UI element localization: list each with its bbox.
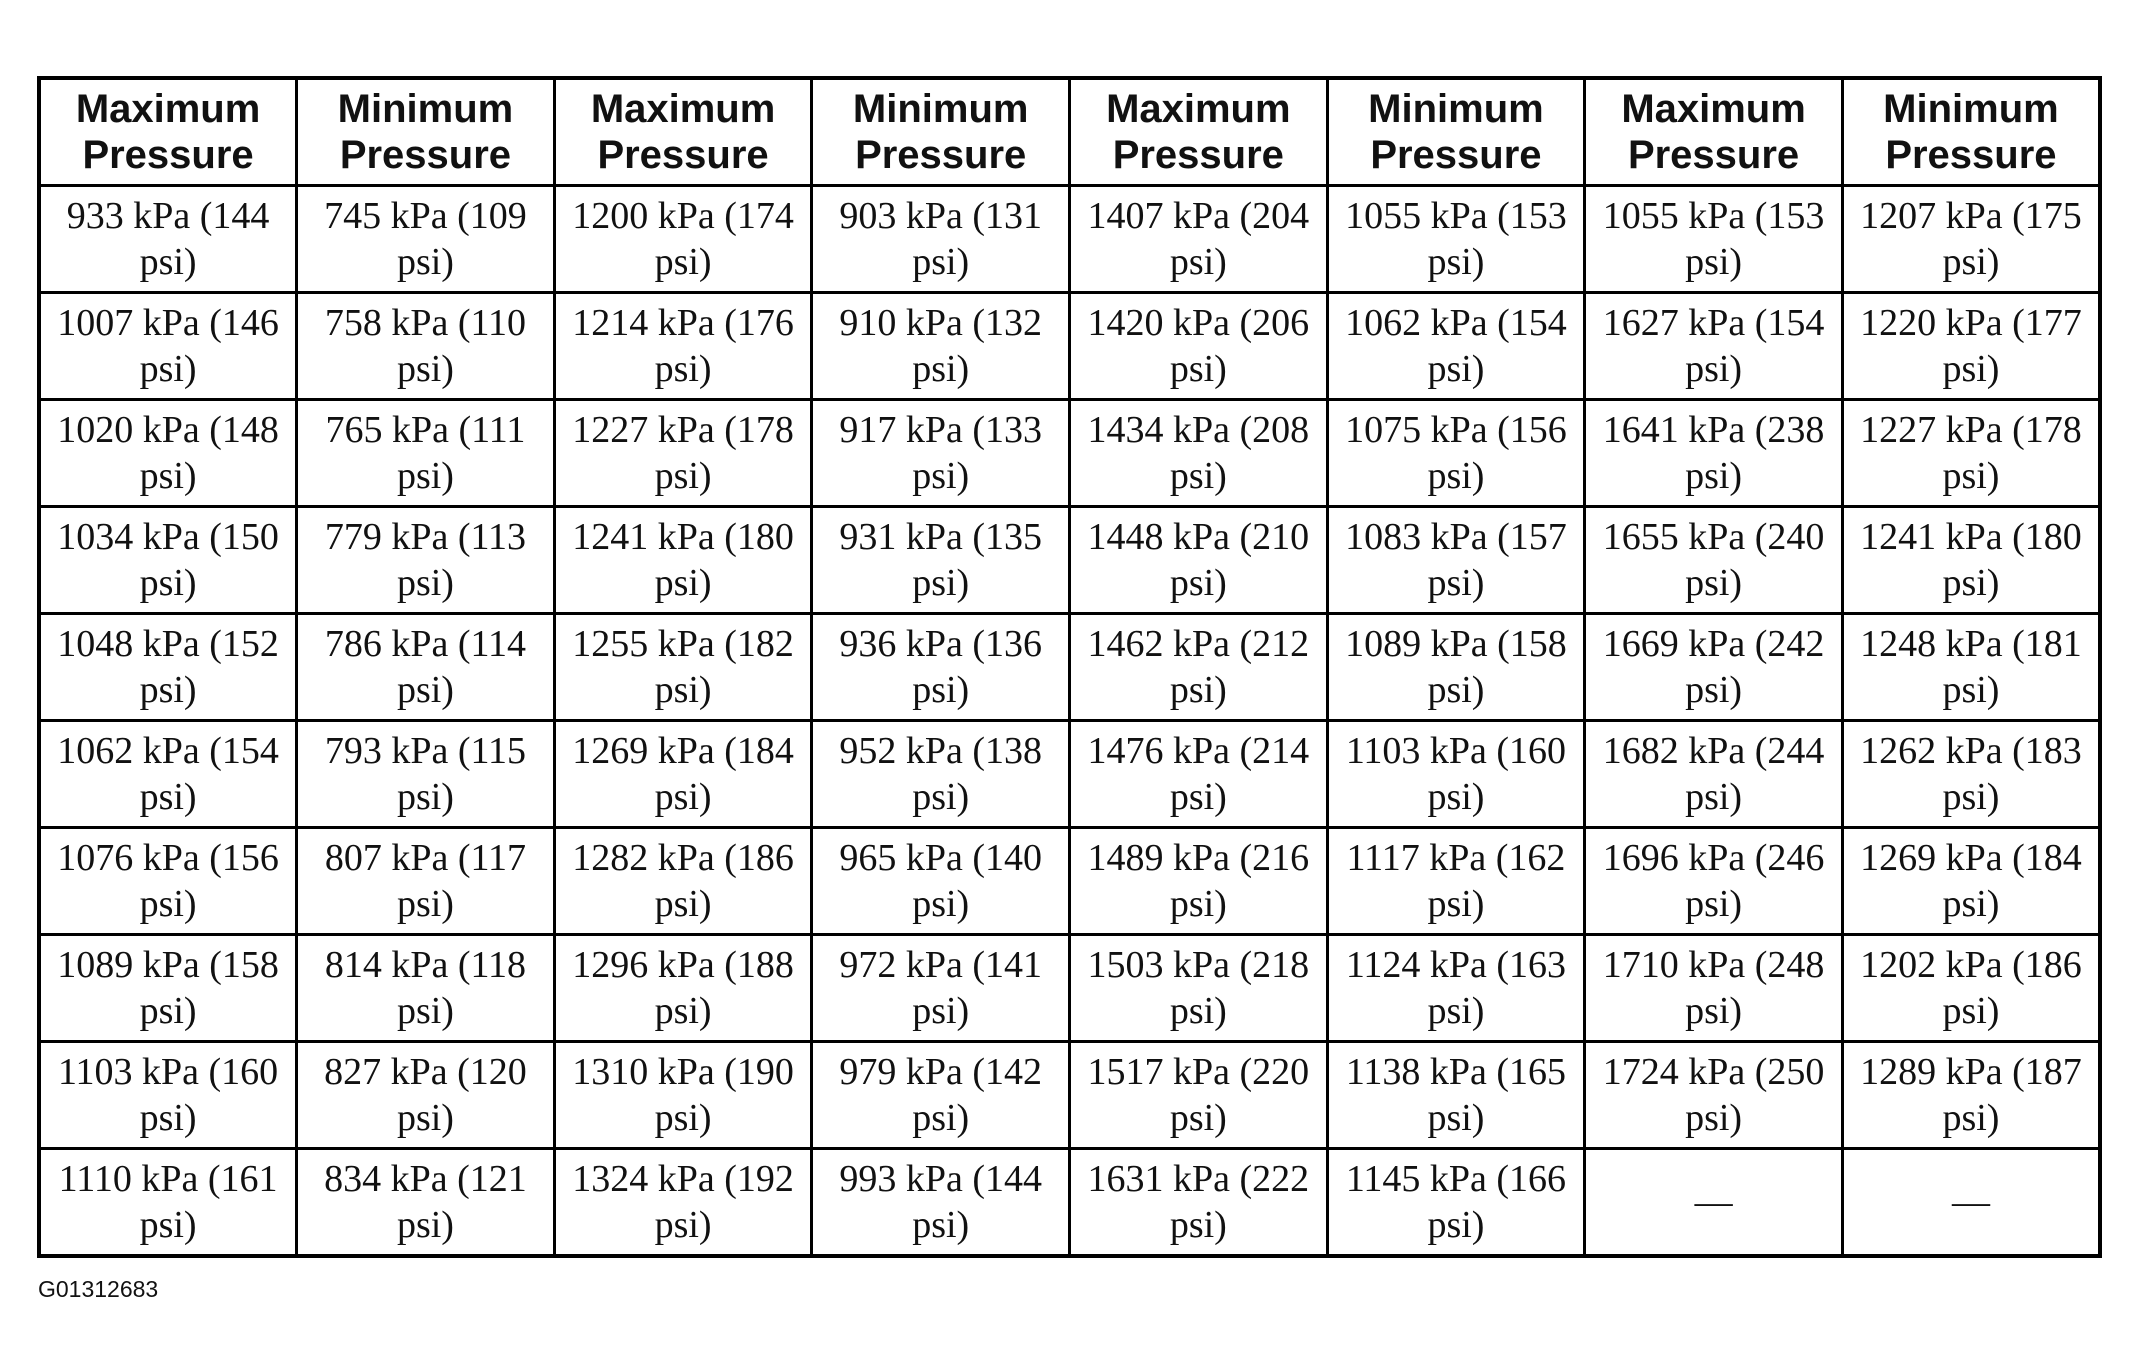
table-cell: 814 kPa (118 psi) bbox=[297, 935, 555, 1042]
table-cell: 1062 kPa (154 psi) bbox=[39, 721, 297, 828]
table-row bbox=[39, 614, 2100, 721]
table-cell: 1296 kPa (188 psi) bbox=[554, 935, 812, 1042]
table-cell: 1710 kPa (248 psi) bbox=[1585, 935, 1843, 1042]
table-row bbox=[39, 828, 2100, 935]
table-cell: 1220 kPa (177 psi) bbox=[1842, 293, 2100, 400]
table-cell: 931 kPa (135 psi) bbox=[812, 507, 1070, 614]
table-cell: 936 kPa (136 psi) bbox=[812, 614, 1070, 721]
table-cell: 1310 kPa (190 psi) bbox=[554, 1042, 812, 1149]
table-cell: 807 kPa (117 psi) bbox=[297, 828, 555, 935]
table-cell: 1227 kPa (178 psi) bbox=[1842, 400, 2100, 507]
table-cell: 1627 kPa (154 psi) bbox=[1585, 293, 1843, 400]
table-cell: 1075 kPa (156 psi) bbox=[1327, 400, 1585, 507]
table-cell: 1062 kPa (154 psi) bbox=[1327, 293, 1585, 400]
table-cell: 979 kPa (142 psi) bbox=[812, 1042, 1070, 1149]
table-cell: 1631 kPa (222 psi) bbox=[1070, 1149, 1328, 1257]
table-row bbox=[39, 507, 2100, 614]
table-cell: 1669 kPa (242 psi) bbox=[1585, 614, 1843, 721]
table-cell: 1076 kPa (156 psi) bbox=[39, 828, 297, 935]
table-cell: 1124 kPa (163 psi) bbox=[1327, 935, 1585, 1042]
table-cell: 1089 kPa (158 psi) bbox=[39, 935, 297, 1042]
table-cell: 1241 kPa (180 psi) bbox=[554, 507, 812, 614]
column-header: Maximum Pressure bbox=[1585, 78, 1843, 186]
table-cell: 1655 kPa (240 psi) bbox=[1585, 507, 1843, 614]
table-cell: 1089 kPa (158 psi) bbox=[1327, 614, 1585, 721]
table-cell: 1048 kPa (152 psi) bbox=[39, 614, 297, 721]
table-cell: 1145 kPa (166 psi) bbox=[1327, 1149, 1585, 1257]
table-cell: 993 kPa (144 psi) bbox=[812, 1149, 1070, 1257]
column-header: Maximum Pressure bbox=[39, 78, 297, 186]
table-cell: 1489 kPa (216 psi) bbox=[1070, 828, 1328, 935]
table-cell: — bbox=[1842, 1149, 2100, 1257]
table-row bbox=[39, 1042, 2100, 1149]
table-cell: 1110 kPa (161 psi) bbox=[39, 1149, 297, 1257]
table-cell: 834 kPa (121 psi) bbox=[297, 1149, 555, 1257]
table-cell: 1103 kPa (160 psi) bbox=[39, 1042, 297, 1149]
table-row bbox=[39, 721, 2100, 828]
table-cell: 1696 kPa (246 psi) bbox=[1585, 828, 1843, 935]
column-header: Maximum Pressure bbox=[1070, 78, 1328, 186]
table-row bbox=[39, 186, 2100, 293]
table-cell: 910 kPa (132 psi) bbox=[812, 293, 1070, 400]
table-row bbox=[39, 400, 2100, 507]
table-cell: 1269 kPa (184 psi) bbox=[554, 721, 812, 828]
table-cell: 1138 kPa (165 psi) bbox=[1327, 1042, 1585, 1149]
table-cell: 1034 kPa (150 psi) bbox=[39, 507, 297, 614]
table-cell: — bbox=[1585, 1149, 1843, 1257]
table-cell: 793 kPa (115 psi) bbox=[297, 721, 555, 828]
table-row bbox=[39, 935, 2100, 1042]
table-cell: 1289 kPa (187 psi) bbox=[1842, 1042, 2100, 1149]
table-cell: 1517 kPa (220 psi) bbox=[1070, 1042, 1328, 1149]
table-cell: 1407 kPa (204 psi) bbox=[1070, 186, 1328, 293]
table-cell: 1282 kPa (186 psi) bbox=[554, 828, 812, 935]
table-cell: 1269 kPa (184 psi) bbox=[1842, 828, 2100, 935]
column-header: Minimum Pressure bbox=[1327, 78, 1585, 186]
table-cell: 1202 kPa (186 psi) bbox=[1842, 935, 2100, 1042]
table-cell: 1214 kPa (176 psi) bbox=[554, 293, 812, 400]
table-cell: 1200 kPa (174 psi) bbox=[554, 186, 812, 293]
table-cell: 745 kPa (109 psi) bbox=[297, 186, 555, 293]
column-header: Minimum Pressure bbox=[297, 78, 555, 186]
table-cell: 1083 kPa (157 psi) bbox=[1327, 507, 1585, 614]
table-cell: 1007 kPa (146 psi) bbox=[39, 293, 297, 400]
table-cell: 1724 kPa (250 psi) bbox=[1585, 1042, 1843, 1149]
table-cell: 1055 kPa (153 psi) bbox=[1585, 186, 1843, 293]
table-cell: 952 kPa (138 psi) bbox=[812, 721, 1070, 828]
table-cell: 1207 kPa (175 psi) bbox=[1842, 186, 2100, 293]
table-cell: 1448 kPa (210 psi) bbox=[1070, 507, 1328, 614]
table-cell: 972 kPa (141 psi) bbox=[812, 935, 1070, 1042]
table-cell: 965 kPa (140 psi) bbox=[812, 828, 1070, 935]
table-cell: 1262 kPa (183 psi) bbox=[1842, 721, 2100, 828]
table-cell: 1020 kPa (148 psi) bbox=[39, 400, 297, 507]
table-cell: 1682 kPa (244 psi) bbox=[1585, 721, 1843, 828]
table-row bbox=[39, 293, 2100, 400]
table-row bbox=[39, 1149, 2100, 1257]
table-cell: 917 kPa (133 psi) bbox=[812, 400, 1070, 507]
column-header: Minimum Pressure bbox=[1842, 78, 2100, 186]
table-cell: 1055 kPa (153 psi) bbox=[1327, 186, 1585, 293]
table-cell: 1462 kPa (212 psi) bbox=[1070, 614, 1328, 721]
table-cell: 1476 kPa (214 psi) bbox=[1070, 721, 1328, 828]
table-cell: 786 kPa (114 psi) bbox=[297, 614, 555, 721]
header-row bbox=[39, 78, 2100, 186]
pressure-table bbox=[37, 76, 2102, 1258]
table-cell: 1227 kPa (178 psi) bbox=[554, 400, 812, 507]
table-cell: 1434 kPa (208 psi) bbox=[1070, 400, 1328, 507]
table-cell: 1641 kPa (238 psi) bbox=[1585, 400, 1843, 507]
figure-id: G01312683 bbox=[38, 1276, 159, 1302]
table-cell: 758 kPa (110 psi) bbox=[297, 293, 555, 400]
table-cell: 1324 kPa (192 psi) bbox=[554, 1149, 812, 1257]
table-body bbox=[39, 186, 2100, 1257]
table-cell: 1103 kPa (160 psi) bbox=[1327, 721, 1585, 828]
table-cell: 1255 kPa (182 psi) bbox=[554, 614, 812, 721]
table-cell: 1420 kPa (206 psi) bbox=[1070, 293, 1328, 400]
table-cell: 765 kPa (111 psi) bbox=[297, 400, 555, 507]
table-cell: 903 kPa (131 psi) bbox=[812, 186, 1070, 293]
table-cell: 1241 kPa (180 psi) bbox=[1842, 507, 2100, 614]
column-header: Minimum Pressure bbox=[812, 78, 1070, 186]
table-cell: 827 kPa (120 psi) bbox=[297, 1042, 555, 1149]
table-cell: 933 kPa (144 psi) bbox=[39, 186, 297, 293]
table-cell: 1248 kPa (181 psi) bbox=[1842, 614, 2100, 721]
table-cell: 1503 kPa (218 psi) bbox=[1070, 935, 1328, 1042]
table-cell: 1117 kPa (162 psi) bbox=[1327, 828, 1585, 935]
table-cell: 779 kPa (113 psi) bbox=[297, 507, 555, 614]
column-header: Maximum Pressure bbox=[554, 78, 812, 186]
